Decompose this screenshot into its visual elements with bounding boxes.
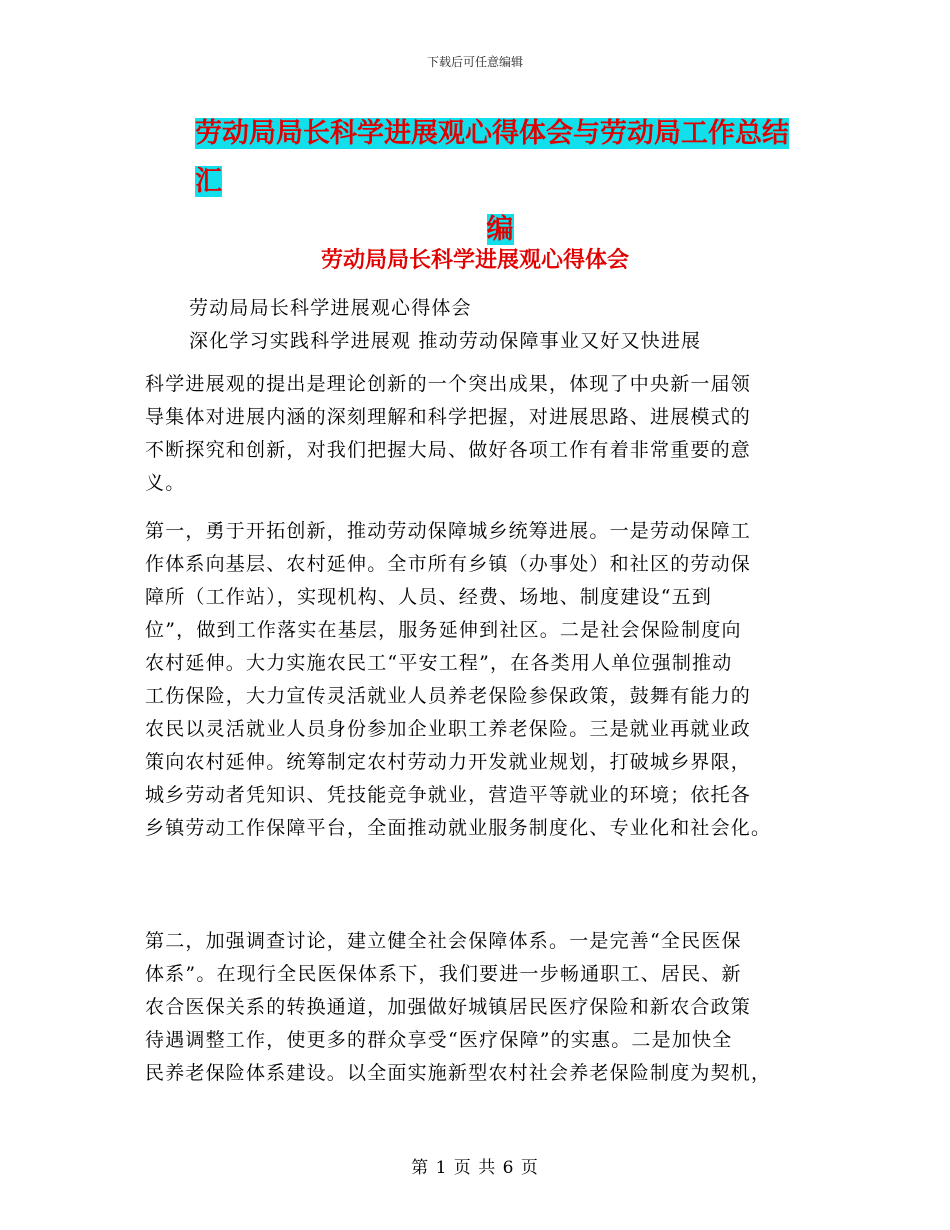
text-line: 待遇调整工作，使更多的群众享受“医疗保障”的实惠。二是加快全 — [145, 1029, 733, 1051]
text-line: 第一，勇于开拓创新，推动劳动保障城乡统筹进展。一是劳动保障工 — [145, 520, 752, 542]
paragraph-3 — [145, 925, 810, 1090]
intro-line: 劳动局局长科学进展观心得体会 — [189, 297, 472, 319]
paragraph-2 — [145, 515, 810, 845]
text-line: 民养老保险体系建设。以全面实施新型农村社会养老保险制度为契机， — [145, 1062, 772, 1084]
text-line: 农村延伸。大力实施农民工“平安工程”，在各类用人单位强制推动 — [145, 652, 733, 674]
paragraph-1 — [145, 368, 810, 500]
text-line: 义。 — [145, 472, 186, 494]
text-line: 工伤保险，大力宣传灵活就业人员养老保险参保政策，鼓舞有能力的 — [145, 685, 752, 707]
text-line: 位”，做到工作落实在基层，服务延伸到社区。二是社会保险制度向 — [145, 619, 742, 641]
page-footer: 第 1 页 共 6 页 — [411, 1158, 539, 1178]
document-title — [195, 110, 805, 254]
title-line-2: 编 — [486, 214, 514, 245]
section-title: 劳动局局长科学进展观心得体会 — [320, 248, 629, 273]
text-line: 乡镇劳动工作保障平台，全面推动就业服务制度化、专业化和社会化。 — [145, 817, 772, 839]
text-line: 策向农村延伸。统筹制定农村劳动力开发就业规划，打破城乡界限， — [145, 751, 752, 773]
text-line: 作体系向基层、农村延伸。全市所有乡镇（办事处）和社区的劳动保 — [145, 553, 752, 575]
text-line: 不断探究和创新，对我们把握大局、做好各项工作有着非常重要的意 — [145, 439, 752, 461]
title-line-1: 劳动局局长科学进展观心得体会与劳动局工作总结汇 — [195, 118, 789, 197]
text-line: 农合医保关系的转换通道，加强做好城镇居民医疗保险和新农合政策 — [145, 996, 752, 1018]
text-line: 农民以灵活就业人员身份参加企业职工养老保险。三是就业再就业政 — [145, 718, 752, 740]
text-line: 体系”。在现行全民医保体系下，我们要进一步畅通职工、居民、新 — [145, 963, 742, 985]
text-line: 导集体对进展内涵的深刻理解和科学把握，对进展思路、进展模式的 — [145, 406, 752, 428]
text-line: 科学进展观的提出是理论创新的一个突出成果，体现了中央新一届领 — [145, 373, 752, 395]
intro-block — [145, 292, 810, 358]
page-header: 下载后可任意编辑 — [426, 55, 523, 69]
text-line: 第二，加强调查讨论，建立健全社会保障体系。一是完善“全民医保 — [145, 930, 742, 952]
intro-line: 深化学习实践科学进展观 推动劳动保障事业又好又快进展 — [189, 330, 702, 352]
text-line: 城乡劳动者凭知识、凭技能竞争就业，营造平等就业的环境；依托各 — [145, 784, 752, 806]
text-line: 障所（工作站），实现机构、人员、经费、场地、制度建设“五到 — [145, 586, 713, 608]
